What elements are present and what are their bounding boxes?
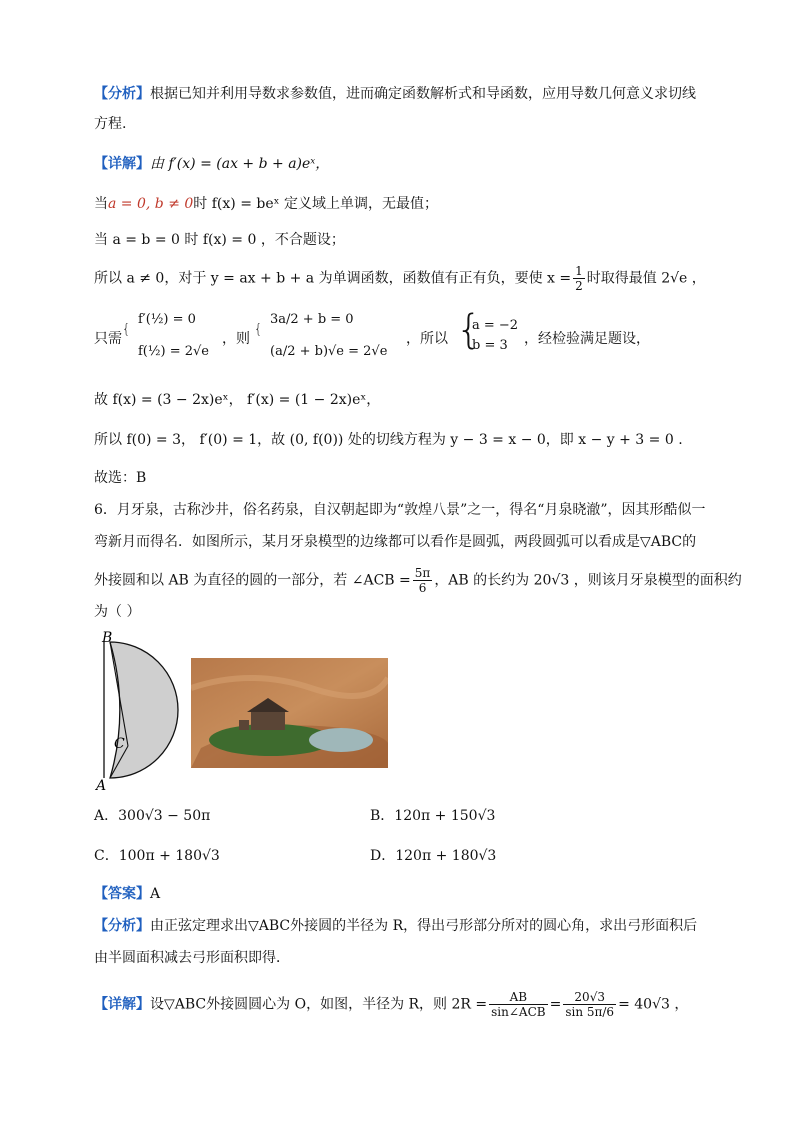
option-c-text: 100π + 180√3	[118, 848, 220, 864]
analysis2-text-1: 由正弦定理求出▽ABC外接圆的半径为 R，得出弓形部分所对的圆心角，求出弓形面积后	[150, 918, 698, 934]
case-line-1	[94, 194, 438, 214]
option-b-text: 120π + 150√3	[394, 808, 496, 824]
crescent-shape	[110, 642, 178, 778]
detail2-tag: 【详解】	[94, 996, 150, 1013]
q6-line-3	[94, 566, 742, 595]
detail-tag: 【详解】	[94, 156, 150, 172]
angle-fraction	[413, 566, 433, 595]
angle-numerator: 5π	[414, 566, 431, 580]
option-a-key: A．	[94, 808, 119, 824]
brace-1: {	[122, 322, 131, 337]
detail2-f2-numerator: 20√3	[563, 990, 616, 1005]
q6-line-3a: 外接圆和以 AB 为直径的圆的一部分，若 ∠ACB =	[94, 572, 411, 589]
answer-tag: 【答案】	[94, 886, 150, 902]
analysis-text-1: 根据已知并利用导数求参数值，进而确定函数解析式和导函数，应用导数几何意义求切线	[150, 86, 696, 102]
result-line-1: 故 f(x) = (3 − 2x)eˣ， f′(x) = (1 − 2x)eˣ，	[94, 392, 381, 408]
detail2-result: = 40√3 ，	[618, 996, 689, 1013]
option-d-key: D．	[370, 848, 396, 864]
case3-suffix: 时取得最值 2√e ，	[586, 270, 706, 287]
answer-text: A	[150, 886, 161, 902]
case3-prefix: 所以 a ≠ 0，对于 y = ax + b + a 为单调函数，函数值有正有负，要使 x =	[94, 270, 572, 287]
option-a-text: 300√3 − 50π	[118, 808, 211, 824]
detail2-equals: =	[549, 996, 562, 1013]
q6-line-1: 6．月牙泉，古称沙井，俗名药泉，自汉朝起即为“敦煌八景”之一，得名“月泉晓澈”，因其形酷似一	[94, 502, 706, 518]
crescent-diagram	[94, 628, 184, 792]
label-b: B	[102, 630, 113, 646]
q6-line-2: 弯新月而得名．如图所示，某月牙泉模型的边缘都可以看作是圆弧，两段圆弧可以看成是▽ABC的	[94, 534, 697, 550]
analysis2-line-2: 由半圆面积减去弓形面积即得．	[94, 950, 290, 966]
fraction-numerator: 1	[575, 264, 583, 278]
photo-illustration	[191, 658, 388, 768]
detail2-fraction-2	[563, 990, 616, 1019]
q6-line-4: 为（ ）	[94, 604, 141, 620]
case-line-2: 当 a = b = 0 时 f(x) = 0 ，不合题设；	[94, 232, 345, 248]
detail2-fraction-1	[489, 990, 547, 1019]
angle-denominator: 6	[418, 581, 427, 595]
analysis-tag: 【分析】	[94, 86, 150, 102]
detail2-f2-denominator: sin 5π/6	[565, 1005, 615, 1019]
detail2-f1-numerator: AB	[489, 990, 547, 1005]
fraction-denominator: 2	[575, 279, 583, 293]
option-d-text: 120π + 180√3	[395, 848, 497, 864]
system-mid: ，则	[222, 331, 250, 347]
analysis2-tag: 【分析】	[94, 918, 150, 934]
label-a: A	[96, 778, 107, 792]
option-c[interactable]	[94, 846, 220, 866]
analysis-line-1	[94, 84, 696, 104]
crescent-lake-photo	[191, 658, 388, 768]
case1-prefix: 当	[94, 196, 108, 212]
option-b[interactable]	[370, 806, 495, 826]
brace-3: {	[456, 307, 482, 353]
detail2-line	[94, 990, 688, 1019]
analysis-line-2: 方程.	[94, 116, 127, 132]
result-line-2: 所以 f(0) = 3， f′(0) = 1，故 (0, f(0)) 处的切线方程为 y − 3 = x − 0，即 x − y + 3 = 0 .	[94, 432, 683, 448]
detail2-f1-denominator: sin∠ACB	[491, 1005, 546, 1019]
system-eq-5: a = −2	[472, 318, 519, 333]
q6-line-3b: ，AB 的长约为 20√3 ，则该月牙泉模型的面积约	[434, 572, 742, 589]
case-line-3	[94, 264, 706, 293]
previous-answer: 故选：B	[94, 470, 147, 486]
fraction-half	[573, 264, 585, 293]
option-a[interactable]	[94, 806, 210, 826]
case1-text: 时 f(x) = beˣ 定义域上单调，无最值；	[193, 196, 439, 212]
detail-line	[94, 154, 329, 174]
detail2-text: 设▽ABC外接圆圆心为 O，如图，半径为 R，则 2R =	[150, 996, 488, 1013]
detail-text: 由 f′(x) = (ax + b + a)eˣ，	[150, 156, 330, 172]
system-eq-3: 3a/2 + b = 0	[270, 312, 354, 327]
system-eq-2: f(½) = 2√e	[138, 344, 209, 359]
analysis2-line-1	[94, 916, 697, 936]
system-lead: 只需	[94, 331, 122, 347]
system-mid-2: ，所以	[406, 331, 448, 347]
brace-2: {	[254, 322, 263, 337]
option-d[interactable]	[370, 846, 496, 866]
answer-line	[94, 884, 160, 904]
system-tail: ，经检验满足题设，	[524, 331, 650, 347]
option-c-key: C．	[94, 848, 119, 864]
system-eq-4: (a/2 + b)√e = 2√e	[270, 344, 388, 359]
option-b-key: B．	[370, 808, 395, 824]
system-eq-6: b = 3	[472, 338, 508, 353]
label-c: C	[114, 736, 125, 752]
equation-system	[94, 306, 694, 368]
system-eq-1: f′(½) = 0	[138, 312, 196, 327]
crescent-figure	[94, 628, 184, 792]
case1-condition: a = 0, b ≠ 0	[108, 196, 194, 212]
